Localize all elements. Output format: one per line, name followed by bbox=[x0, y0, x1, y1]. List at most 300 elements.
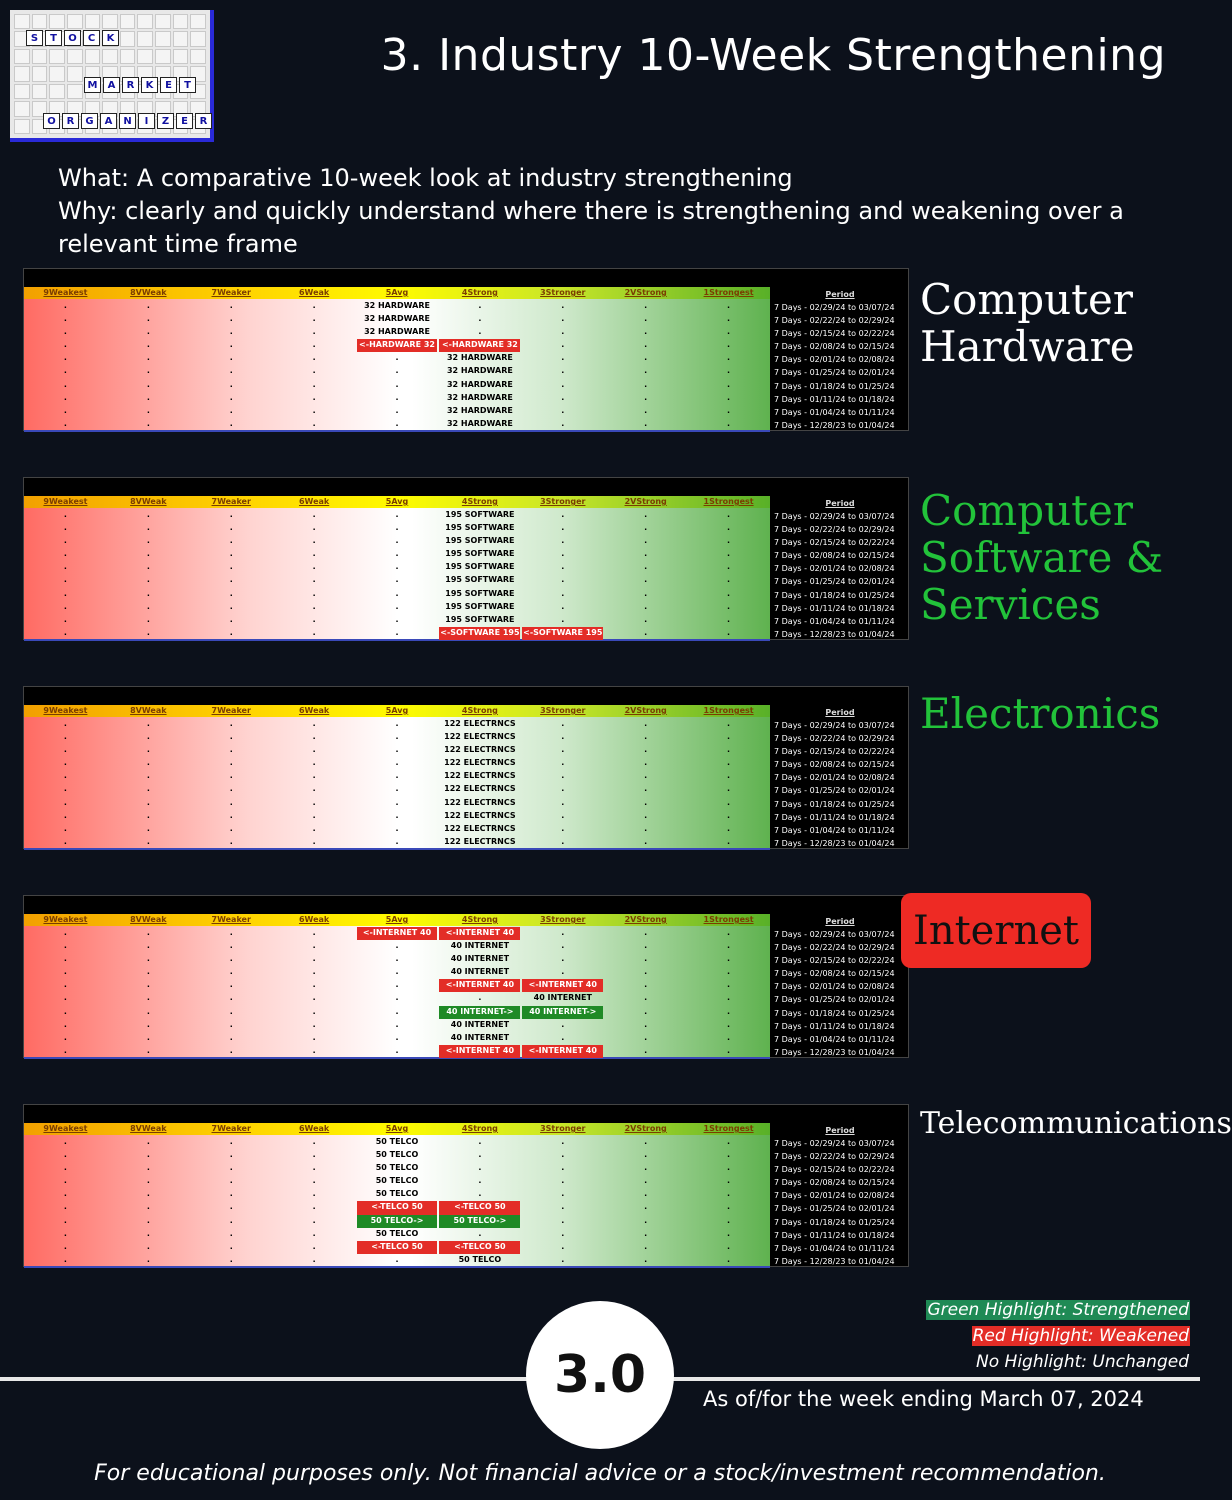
table-cell: . bbox=[644, 1215, 648, 1225]
period-row: 7 Days - 02/01/24 to 02/08/24 bbox=[774, 982, 895, 992]
table-cell: . bbox=[229, 301, 233, 310]
table-cell: . bbox=[727, 758, 731, 768]
table-cell: . bbox=[727, 340, 731, 350]
column-header: 3Stronger bbox=[540, 1124, 586, 1133]
table-cell: 50 TELCO bbox=[375, 1163, 419, 1173]
table-cell: . bbox=[395, 614, 399, 624]
table-cell: . bbox=[312, 614, 316, 624]
table-cell: . bbox=[561, 1019, 565, 1029]
table-cell: 32 HARDWARE bbox=[446, 392, 513, 402]
table-cell: . bbox=[644, 732, 648, 742]
table-cell: . bbox=[727, 719, 731, 728]
table-cell: . bbox=[63, 1215, 67, 1225]
table-cell: . bbox=[727, 1254, 731, 1264]
table-cell: . bbox=[395, 1254, 399, 1264]
logo-letter: A bbox=[100, 113, 117, 129]
table-cell: . bbox=[312, 719, 316, 728]
table-cell: . bbox=[63, 967, 67, 977]
table-cell: . bbox=[644, 784, 648, 794]
period-column bbox=[772, 496, 908, 639]
table-cell: . bbox=[312, 366, 316, 376]
table-cell: . bbox=[229, 771, 233, 781]
table-cell: . bbox=[561, 614, 565, 624]
table-cell: <-INTERNET 40 bbox=[522, 979, 603, 992]
table-cell: . bbox=[229, 928, 233, 937]
table-cell: . bbox=[63, 1045, 67, 1055]
table-cell: . bbox=[727, 562, 731, 572]
table-cell: . bbox=[63, 836, 67, 846]
table-row bbox=[24, 757, 770, 770]
table-cell: 195 SOFTWARE bbox=[445, 562, 515, 572]
table-cell: . bbox=[561, 588, 565, 598]
table-cell: 195 SOFTWARE bbox=[445, 536, 515, 546]
table-cell: . bbox=[727, 549, 731, 559]
column-headers bbox=[24, 287, 770, 299]
table-cell: . bbox=[63, 758, 67, 768]
table-cell: . bbox=[229, 366, 233, 376]
table-cell: 122 ELECTRNCS bbox=[444, 797, 516, 807]
table-cell: . bbox=[644, 1019, 648, 1029]
table-cell: . bbox=[146, 732, 150, 742]
table-row bbox=[24, 992, 770, 1005]
table-cell: . bbox=[727, 810, 731, 820]
table-cell: 40 INTERNET-> bbox=[522, 1006, 603, 1019]
table-cell: . bbox=[312, 993, 316, 1003]
period-row: 7 Days - 01/04/24 to 01/11/24 bbox=[774, 407, 895, 417]
table-cell: 50 TELCO-> bbox=[357, 1215, 438, 1228]
table-cell: . bbox=[561, 418, 565, 428]
table-cell: 122 ELECTRNCS bbox=[444, 745, 516, 755]
table-cell: . bbox=[395, 771, 399, 781]
column-header: 5Avg bbox=[385, 706, 409, 715]
table-cell: 195 SOFTWARE bbox=[445, 575, 515, 585]
table-cell: . bbox=[395, 758, 399, 768]
table-cell: . bbox=[312, 562, 316, 572]
logo-word-market bbox=[84, 77, 196, 93]
table-cell: . bbox=[312, 1150, 316, 1160]
table-cell: . bbox=[561, 562, 565, 572]
table-cell: . bbox=[644, 1163, 648, 1173]
table-cell: . bbox=[561, 967, 565, 977]
logo-letter: I bbox=[138, 113, 155, 129]
table-cell: . bbox=[644, 418, 648, 428]
table-cell: 122 ELECTRNCS bbox=[444, 758, 516, 768]
table-cell: . bbox=[229, 836, 233, 846]
table-cell: . bbox=[312, 941, 316, 951]
table-cell: . bbox=[146, 379, 150, 389]
table-cell: . bbox=[727, 601, 731, 611]
table-cell: . bbox=[644, 1176, 648, 1186]
column-header: 4Strong bbox=[461, 497, 498, 506]
table-cell: . bbox=[644, 1228, 648, 1238]
table-cell: . bbox=[63, 314, 67, 324]
column-header: 7Weaker bbox=[211, 706, 251, 715]
table-cell: 32 HARDWARE bbox=[364, 301, 430, 310]
table-cell: . bbox=[727, 745, 731, 755]
table-row bbox=[24, 1162, 770, 1175]
logo-letter: T bbox=[179, 77, 196, 93]
period-row: 7 Days - 02/01/24 to 02/08/24 bbox=[774, 1191, 895, 1201]
table-cell: <-SOFTWARE 195 bbox=[439, 627, 520, 640]
table-cell: <-TELCO 50 bbox=[439, 1241, 520, 1254]
table-cell: . bbox=[146, 588, 150, 598]
table-cell: . bbox=[146, 536, 150, 546]
table-cell: 122 ELECTRNCS bbox=[444, 784, 516, 794]
table-cell: . bbox=[644, 301, 648, 310]
table-cell: . bbox=[727, 954, 731, 964]
table-cell: . bbox=[727, 510, 731, 519]
table-cell: . bbox=[395, 392, 399, 402]
table-cell: . bbox=[63, 418, 67, 428]
table-cell: . bbox=[146, 1189, 150, 1199]
table-cell: . bbox=[644, 797, 648, 807]
page-title: 3. Industry 10-Week Strengthening bbox=[380, 30, 1166, 81]
table-cell: . bbox=[644, 967, 648, 977]
table-row bbox=[24, 1254, 770, 1267]
table-cell: . bbox=[561, 1189, 565, 1199]
table-cell: . bbox=[63, 301, 67, 310]
table-cell: . bbox=[561, 1163, 565, 1173]
table-cell: . bbox=[644, 575, 648, 585]
period-row: 7 Days - 12/28/23 to 01/04/24 bbox=[774, 838, 895, 848]
table-row bbox=[24, 614, 770, 627]
table-cell: . bbox=[63, 1019, 67, 1029]
table-cell: 122 ELECTRNCS bbox=[444, 732, 516, 742]
table-cell: . bbox=[644, 836, 648, 846]
table-cell: . bbox=[146, 575, 150, 585]
table-cell: . bbox=[229, 1189, 233, 1199]
period-row: 7 Days - 02/15/24 to 02/22/24 bbox=[774, 329, 895, 339]
industry-label-telecommunications: Telecommunications bbox=[920, 1106, 1232, 1141]
table-cell: . bbox=[644, 1241, 648, 1251]
table-cell: . bbox=[146, 549, 150, 559]
logo-word-stock bbox=[26, 30, 119, 46]
disclaimer: For educational purposes only. Not financial advice or a stock/investment recommendation. bbox=[94, 1461, 1106, 1486]
table-cell: . bbox=[644, 314, 648, 324]
table-cell: . bbox=[63, 1202, 67, 1212]
table-cell: . bbox=[63, 366, 67, 376]
column-header: 1Strongest bbox=[703, 1124, 754, 1133]
period-row: 7 Days - 02/01/24 to 02/08/24 bbox=[774, 773, 895, 783]
table-row bbox=[24, 823, 770, 836]
table-cell: . bbox=[63, 379, 67, 389]
table-cell: . bbox=[229, 719, 233, 728]
table-cell: . bbox=[727, 353, 731, 363]
table-cell: . bbox=[312, 967, 316, 977]
table-cell: . bbox=[395, 980, 399, 990]
table-cell: . bbox=[229, 1137, 233, 1146]
table-cell: <-INTERNET 40 bbox=[439, 927, 520, 940]
table-cell: . bbox=[727, 392, 731, 402]
table-cell: . bbox=[727, 1228, 731, 1238]
table-cell: . bbox=[727, 536, 731, 546]
logo-letter: K bbox=[141, 77, 158, 93]
table-row bbox=[24, 418, 770, 431]
period-row: 7 Days - 02/29/24 to 03/07/24 bbox=[774, 930, 895, 939]
table-row bbox=[24, 509, 770, 522]
table-cell: . bbox=[146, 967, 150, 977]
table-cell: . bbox=[63, 536, 67, 546]
column-header: 6Weak bbox=[298, 1124, 330, 1133]
table-cell: . bbox=[644, 588, 648, 598]
column-header: 8VWeak bbox=[130, 706, 167, 715]
table-cell: . bbox=[727, 588, 731, 598]
table-cell: 50 TELCO bbox=[375, 1137, 419, 1146]
table-cell: . bbox=[644, 405, 648, 415]
table-cell: . bbox=[146, 405, 150, 415]
table-cell: . bbox=[644, 536, 648, 546]
table-cell: . bbox=[727, 1215, 731, 1225]
logo-letter: R bbox=[122, 77, 139, 93]
table-cell: . bbox=[727, 1189, 731, 1199]
table-row bbox=[24, 927, 770, 940]
table-cell: 122 ELECTRNCS bbox=[444, 823, 516, 833]
table-cell: . bbox=[395, 836, 399, 846]
table-cell: . bbox=[63, 1189, 67, 1199]
table-cell: . bbox=[395, 1045, 399, 1055]
table-cell: . bbox=[644, 1032, 648, 1042]
table-cell: . bbox=[312, 536, 316, 546]
table-cell: . bbox=[644, 1150, 648, 1160]
period-header: Period bbox=[825, 917, 855, 926]
period-column bbox=[772, 914, 908, 1057]
column-header: 2VStrong bbox=[624, 706, 667, 715]
strength-grid bbox=[24, 1123, 770, 1268]
table-row bbox=[24, 379, 770, 392]
table-row bbox=[24, 1149, 770, 1162]
table-cell: . bbox=[312, 1019, 316, 1029]
table-cell: . bbox=[63, 588, 67, 598]
table-cell: . bbox=[63, 954, 67, 964]
table-cell: . bbox=[727, 314, 731, 324]
table-cell: . bbox=[229, 1150, 233, 1160]
period-row: 7 Days - 01/11/24 to 01/18/24 bbox=[774, 1021, 895, 1031]
table-cell: . bbox=[395, 797, 399, 807]
period-row: 7 Days - 01/25/24 to 02/01/24 bbox=[774, 995, 895, 1005]
logo-letter: E bbox=[176, 113, 193, 129]
table-cell: . bbox=[312, 314, 316, 324]
table-cell: . bbox=[146, 758, 150, 768]
table-cell: . bbox=[644, 758, 648, 768]
table-cell: . bbox=[727, 1006, 731, 1016]
table-cell: . bbox=[395, 366, 399, 376]
table-cell: . bbox=[229, 941, 233, 951]
table-cell: . bbox=[727, 993, 731, 1003]
table-cell: . bbox=[561, 536, 565, 546]
table-cell: . bbox=[312, 1032, 316, 1042]
table-cell: . bbox=[146, 392, 150, 402]
industry-label-computer-hardware: Computer Hardware bbox=[920, 275, 1135, 372]
table-cell: . bbox=[146, 771, 150, 781]
table-cell: . bbox=[229, 379, 233, 389]
table-cell: . bbox=[395, 823, 399, 833]
table-cell: <-HARDWARE 32 bbox=[439, 339, 520, 352]
table-cell: . bbox=[146, 1163, 150, 1173]
table-cell: . bbox=[312, 771, 316, 781]
table-cell: . bbox=[561, 353, 565, 363]
table-cell: . bbox=[644, 719, 648, 728]
table-cell: . bbox=[146, 784, 150, 794]
table-cell: . bbox=[63, 340, 67, 350]
table-cell: 50 TELCO bbox=[375, 1228, 419, 1238]
table-cell: . bbox=[312, 1202, 316, 1212]
table-cell: . bbox=[146, 1176, 150, 1186]
table-cell: . bbox=[312, 1215, 316, 1225]
table-cell: . bbox=[727, 1176, 731, 1186]
table-cell: . bbox=[644, 523, 648, 533]
table-cell: . bbox=[644, 614, 648, 624]
table-cell: . bbox=[229, 758, 233, 768]
strength-grid bbox=[24, 705, 770, 850]
period-row: 7 Days - 02/15/24 to 02/22/24 bbox=[774, 1165, 895, 1175]
table-cell: . bbox=[312, 1045, 316, 1055]
column-header: 2VStrong bbox=[624, 1124, 667, 1133]
table-cell: . bbox=[644, 366, 648, 376]
strength-table-telecommunications bbox=[23, 1104, 909, 1267]
table-cell: . bbox=[229, 1032, 233, 1042]
table-cell: 40 INTERNET bbox=[450, 941, 510, 951]
table-cell: . bbox=[561, 784, 565, 794]
table-cell: 32 HARDWARE bbox=[364, 327, 430, 337]
table-cell: . bbox=[561, 810, 565, 820]
logo-letter: G bbox=[81, 113, 98, 129]
table-cell: . bbox=[478, 301, 482, 310]
table-cell: . bbox=[312, 523, 316, 533]
table-cell: <-TELCO 50 bbox=[357, 1241, 438, 1254]
table-cell: . bbox=[561, 510, 565, 519]
table-row bbox=[24, 1175, 770, 1188]
table-cell: . bbox=[312, 1254, 316, 1264]
table-cell: . bbox=[312, 549, 316, 559]
table-row bbox=[24, 783, 770, 796]
period-column bbox=[772, 287, 908, 430]
period-row: 7 Days - 01/25/24 to 02/01/24 bbox=[774, 1204, 895, 1214]
table-row bbox=[24, 731, 770, 744]
table-cell: . bbox=[63, 810, 67, 820]
legend-strengthened: Green Highlight: Strengthened bbox=[927, 1300, 1189, 1320]
table-cell: . bbox=[229, 1254, 233, 1264]
table-cell: . bbox=[727, 366, 731, 376]
column-header: 5Avg bbox=[385, 288, 409, 297]
table-cell: . bbox=[644, 627, 648, 637]
table-cell: . bbox=[312, 797, 316, 807]
table-cell: . bbox=[229, 732, 233, 742]
table-cell: . bbox=[561, 601, 565, 611]
table-cell: . bbox=[63, 601, 67, 611]
table-cell: . bbox=[229, 523, 233, 533]
table-cell: . bbox=[146, 1019, 150, 1029]
table-cell: . bbox=[478, 1176, 482, 1186]
period-row: 7 Days - 01/04/24 to 01/11/24 bbox=[774, 825, 895, 835]
table-cell: . bbox=[146, 993, 150, 1003]
table-cell: . bbox=[229, 588, 233, 598]
table-cell: . bbox=[727, 1045, 731, 1055]
table-cell: . bbox=[644, 810, 648, 820]
table-cell: 50 TELCO bbox=[458, 1254, 502, 1264]
table-cell: . bbox=[63, 1150, 67, 1160]
table-cell: . bbox=[63, 405, 67, 415]
table-cell: . bbox=[644, 510, 648, 519]
period-row: 7 Days - 12/28/23 to 01/04/24 bbox=[774, 1256, 895, 1266]
table-cell: . bbox=[229, 1019, 233, 1029]
table-cell: . bbox=[312, 327, 316, 337]
column-header: 8VWeak bbox=[130, 497, 167, 506]
strength-grid bbox=[24, 496, 770, 641]
column-header: 8VWeak bbox=[130, 915, 167, 924]
table-cell: . bbox=[727, 784, 731, 794]
period-row: 7 Days - 02/29/24 to 03/07/24 bbox=[774, 1139, 895, 1148]
table-cell: . bbox=[478, 1137, 482, 1146]
table-cell: . bbox=[146, 1150, 150, 1160]
table-cell: . bbox=[727, 1137, 731, 1146]
table-cell: . bbox=[644, 392, 648, 402]
table-row bbox=[24, 313, 770, 326]
table-cell: 50 TELCO bbox=[375, 1189, 419, 1199]
period-column bbox=[772, 705, 908, 848]
table-cell: . bbox=[644, 823, 648, 833]
period-row: 7 Days - 02/15/24 to 02/22/24 bbox=[774, 956, 895, 966]
table-cell: . bbox=[63, 980, 67, 990]
column-header: 2VStrong bbox=[624, 497, 667, 506]
table-cell: . bbox=[312, 601, 316, 611]
table-cell: 40 INTERNET bbox=[450, 967, 510, 977]
table-cell: . bbox=[146, 510, 150, 519]
table-cell: . bbox=[727, 1202, 731, 1212]
table-cell: 32 HARDWARE bbox=[446, 353, 513, 363]
column-header: 1Strongest bbox=[703, 288, 754, 297]
period-row: 7 Days - 01/18/24 to 01/25/24 bbox=[774, 1217, 895, 1227]
table-row bbox=[24, 601, 770, 614]
table-cell: . bbox=[727, 575, 731, 585]
table-cell: . bbox=[561, 379, 565, 389]
table-cell: . bbox=[63, 1137, 67, 1146]
table-row bbox=[24, 966, 770, 979]
table-cell: . bbox=[395, 810, 399, 820]
legend bbox=[926, 1297, 1190, 1375]
period-row: 7 Days - 02/22/24 to 02/29/24 bbox=[774, 525, 895, 535]
table-cell: . bbox=[312, 405, 316, 415]
table-cell: . bbox=[644, 340, 648, 350]
table-cell: . bbox=[727, 327, 731, 337]
table-row bbox=[24, 979, 770, 992]
logo-letter: R bbox=[62, 113, 79, 129]
table-cell: 195 SOFTWARE bbox=[445, 614, 515, 624]
table-cell: . bbox=[478, 993, 482, 1003]
column-header: 3Stronger bbox=[540, 497, 586, 506]
table-cell: 40 INTERNET-> bbox=[439, 1006, 520, 1019]
table-cell: . bbox=[727, 941, 731, 951]
period-row: 7 Days - 01/11/24 to 01/18/24 bbox=[774, 603, 895, 613]
table-cell: . bbox=[644, 353, 648, 363]
table-row bbox=[24, 522, 770, 535]
table-cell: . bbox=[395, 967, 399, 977]
table-row bbox=[24, 1045, 770, 1058]
table-cell: . bbox=[395, 549, 399, 559]
table-cell: . bbox=[229, 797, 233, 807]
table-cell: . bbox=[63, 327, 67, 337]
table-cell: . bbox=[644, 1137, 648, 1146]
table-cell: 50 TELCO bbox=[375, 1150, 419, 1160]
table-row bbox=[24, 365, 770, 378]
table-row bbox=[24, 1006, 770, 1019]
table-cell: . bbox=[229, 1045, 233, 1055]
table-cell: . bbox=[146, 823, 150, 833]
table-cell: . bbox=[146, 614, 150, 624]
table-cell: . bbox=[312, 1137, 316, 1146]
table-cell: . bbox=[312, 1163, 316, 1173]
column-headers bbox=[24, 914, 770, 926]
table-row bbox=[24, 548, 770, 561]
